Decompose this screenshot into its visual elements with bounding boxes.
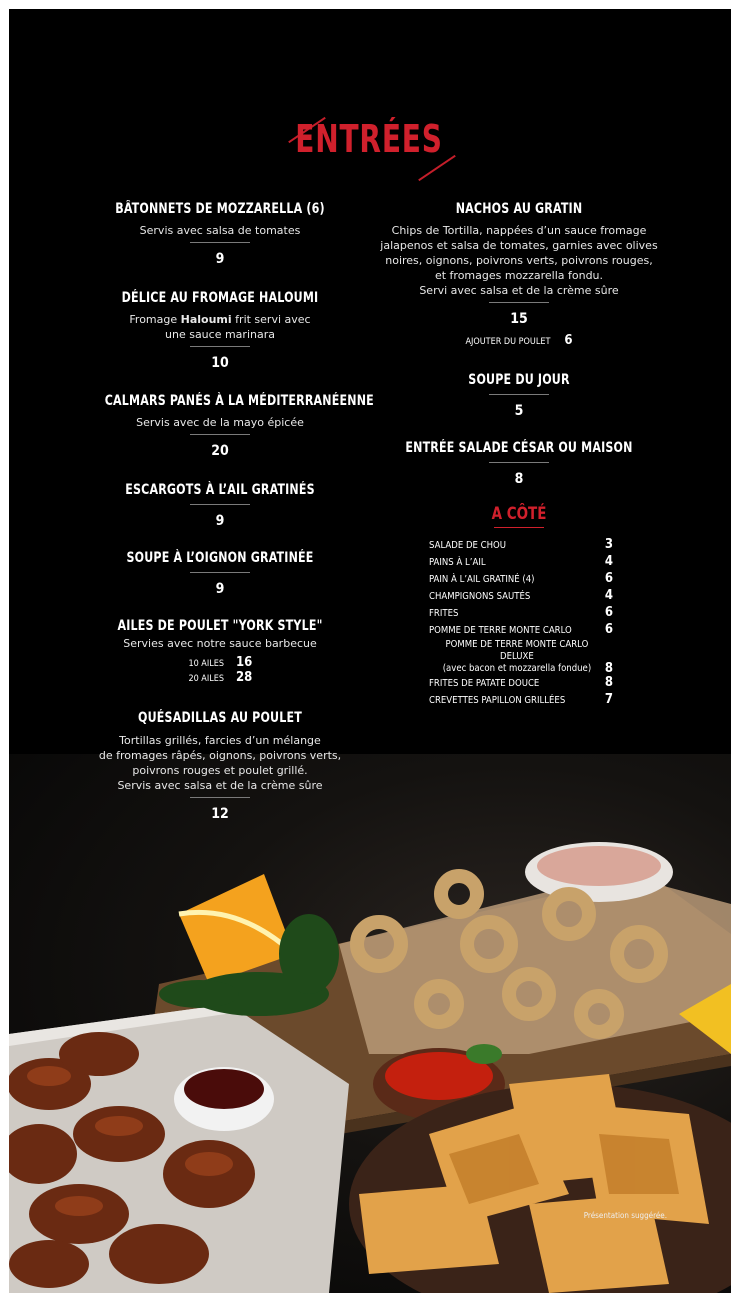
item-description: Servis avec de la mayo épicée	[136, 416, 304, 429]
item-name: AILES DE POULET "YORK STYLE"	[117, 618, 323, 634]
item-price: 12	[211, 806, 229, 822]
photo-caption: Présentation suggérée.	[583, 1211, 667, 1220]
item-price: 20	[211, 443, 229, 459]
option-row	[89, 655, 351, 670]
side-item	[429, 588, 613, 605]
item-name: SOUPE À L’OIGNON GRATINÉE	[126, 550, 314, 566]
side-name: CREVETTES PAPILLON GRILLÉES	[429, 695, 566, 706]
divider	[489, 302, 549, 303]
sides-title: A CÔTÉ	[491, 504, 547, 524]
divider	[190, 504, 250, 505]
item-name: DÉLICE AU FROMAGE HALOUMI	[121, 290, 319, 306]
side-name: FRITES DE PATATE DOUCE	[429, 678, 540, 689]
side-item	[429, 622, 613, 639]
item-price: 15	[510, 311, 528, 327]
menu-item	[89, 618, 351, 651]
side-name: FRITES	[429, 608, 459, 619]
item-price: 5	[514, 403, 524, 419]
menu-item	[369, 201, 669, 327]
side-name: POMME DE TERRE MONTE CARLO DELUXE (avec bacon et mozzarella fondue)	[442, 639, 592, 674]
menu-item	[369, 372, 669, 419]
side-item	[429, 692, 613, 709]
addon-price: 6	[564, 333, 573, 348]
option-row	[89, 670, 351, 685]
menu-item	[369, 440, 669, 487]
wings-options	[89, 655, 351, 685]
side-price: 3	[604, 537, 613, 552]
side-name: PAIN À L’AIL GRATINÉ (4)	[429, 574, 535, 585]
item-price: 9	[215, 513, 225, 529]
side-name: POMME DE TERRE MONTE CARLO	[429, 625, 572, 636]
divider	[190, 797, 250, 798]
title-block	[279, 105, 459, 175]
item-name: NACHOS AU GRATIN	[455, 201, 583, 217]
side-price: 4	[604, 554, 613, 569]
menu-item	[89, 290, 351, 371]
item-description: Chips de Tortilla, nappées d’un sauce fromage jalapenos et salsa de tomates, garnies avec olives noires, oignons, poivrons verts, poivrons rouges, et fromages mozzarella fondu. Servi avec salsa et de la crème sûre	[380, 224, 658, 297]
item-name: BÂTONNETS DE MOZZARELLA (6)	[115, 201, 325, 217]
addon-label: AJOUTER DU POULET	[465, 337, 551, 347]
divider	[190, 346, 250, 347]
option-price: 16	[236, 655, 253, 670]
side-item	[429, 675, 613, 692]
item-price: 10	[211, 355, 229, 371]
item-description: Servies avec notre sauce barbecue	[123, 637, 317, 650]
side-item	[429, 605, 613, 622]
side-price: 6	[604, 622, 613, 637]
side-name: CHAMPIGNONS SAUTÉS	[429, 591, 531, 602]
option-label: 10 AILES	[188, 659, 224, 669]
side-item	[429, 537, 613, 554]
item-price: 8	[514, 471, 524, 487]
desc-text: frit servi avec une sauce marinara	[165, 313, 311, 341]
sides-title-underline	[494, 527, 544, 528]
side-price: 6	[604, 605, 613, 620]
item-name: QUÉSADILLAS AU POULET	[138, 710, 302, 726]
option-price: 28	[236, 670, 253, 685]
side-price: 4	[604, 588, 613, 603]
side-price: 6	[604, 571, 613, 586]
side-item	[429, 571, 613, 588]
desc-bold-text: Haloumi	[180, 313, 232, 326]
side-price: 7	[604, 692, 613, 707]
divider	[489, 394, 549, 395]
menu-item	[89, 482, 351, 529]
item-name: SOUPE DU JOUR	[468, 372, 570, 388]
item-name: ENTRÉE SALADE CÉSAR OU MAISON	[405, 440, 633, 456]
addon-row	[369, 333, 669, 348]
option-label: 20 AILES	[188, 674, 224, 684]
menu-page	[9, 9, 731, 1293]
item-price: 9	[215, 251, 225, 267]
menu-item	[89, 393, 374, 459]
item-name: ESCARGOTS À L’AIL GRATINÉS	[125, 482, 315, 498]
desc-text: Fromage	[129, 313, 181, 326]
side-item	[429, 554, 613, 571]
item-price: 9	[215, 581, 225, 597]
item-description	[89, 312, 351, 342]
menu-item	[59, 710, 381, 822]
divider	[190, 434, 250, 435]
page-title: ENTRÉES	[295, 117, 443, 161]
menu-item	[89, 201, 351, 267]
menu-item	[89, 550, 351, 597]
side-price: 8	[604, 661, 613, 676]
item-description: Servis avec salsa de tomates	[139, 224, 301, 237]
side-price: 8	[604, 675, 613, 690]
item-description: Tortillas grillés, farcies d’un mélange de fromages râpés, oignons, poivrons verts, poivrons rouges et poulet grillé. Servis avec salsa et de la crème sûre	[98, 734, 342, 792]
side-name: PAINS À L’AIL	[429, 557, 486, 568]
divider	[190, 572, 250, 573]
item-name: CALMARS PANÉS À LA MÉDITERRANÉENNE	[104, 393, 374, 409]
sides-list	[429, 537, 613, 709]
divider	[489, 462, 549, 463]
side-item	[429, 639, 613, 675]
divider	[190, 242, 250, 243]
side-name: SALADE DE CHOU	[429, 540, 507, 551]
